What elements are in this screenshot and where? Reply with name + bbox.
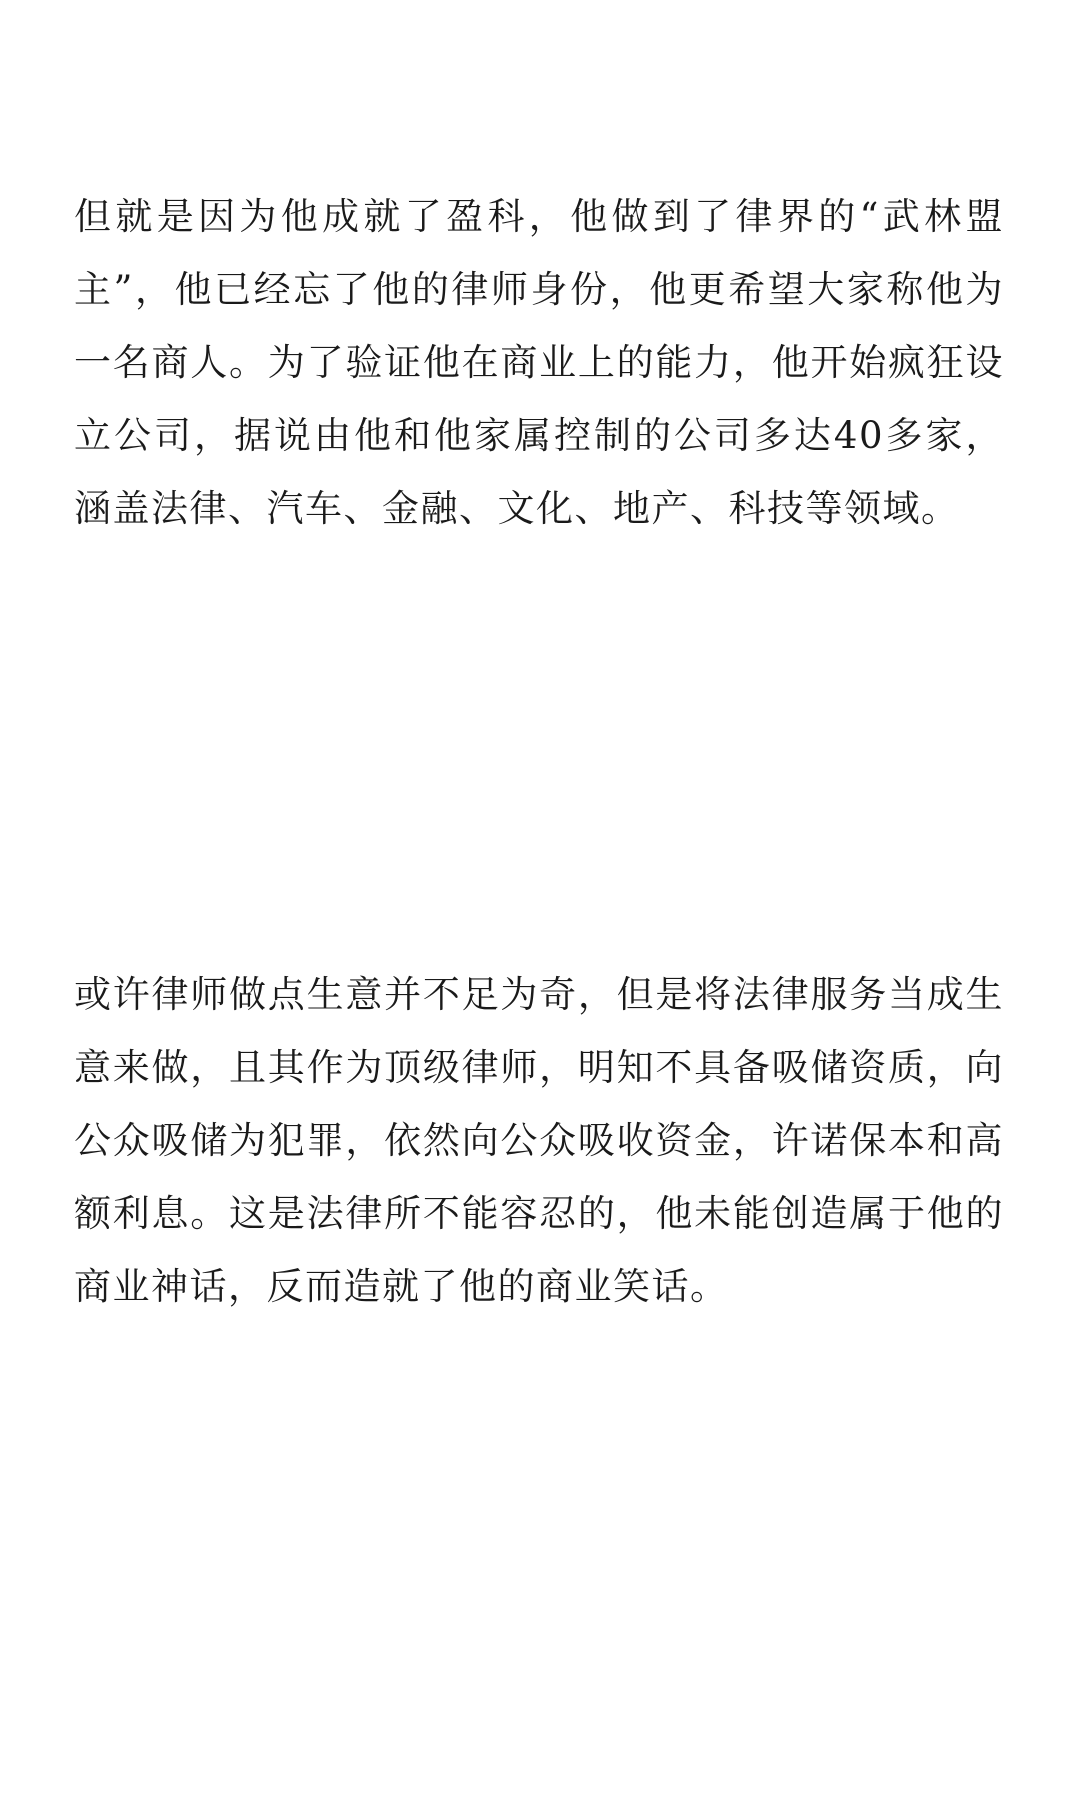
paragraph-1: 但就是因为他成就了盈科，他做到了律界的“武林盟主”，他已经忘了他的律师身份，他更希望大家称他为一名商人。为了验证他在商业上的能力，他开始疯狂设立公司，据说由他和他家属控制的公司多达40多家，涵盖法律、汽车、金融、文化、地产、科技等领域。 [74,195,1004,530]
paragraph-2: 或许律师做点生意并不足为奇，但是将法律服务当成生意来做，且其作为顶级律师，明知不具备吸储资质，向公众吸储为犯罪，依然向公众吸收资金，许诺保本和高额利息。这是法律所不能容忍的，他未能创造属于他的商业神话，反而造就了他的商业笑话。 [74,973,1004,1308]
